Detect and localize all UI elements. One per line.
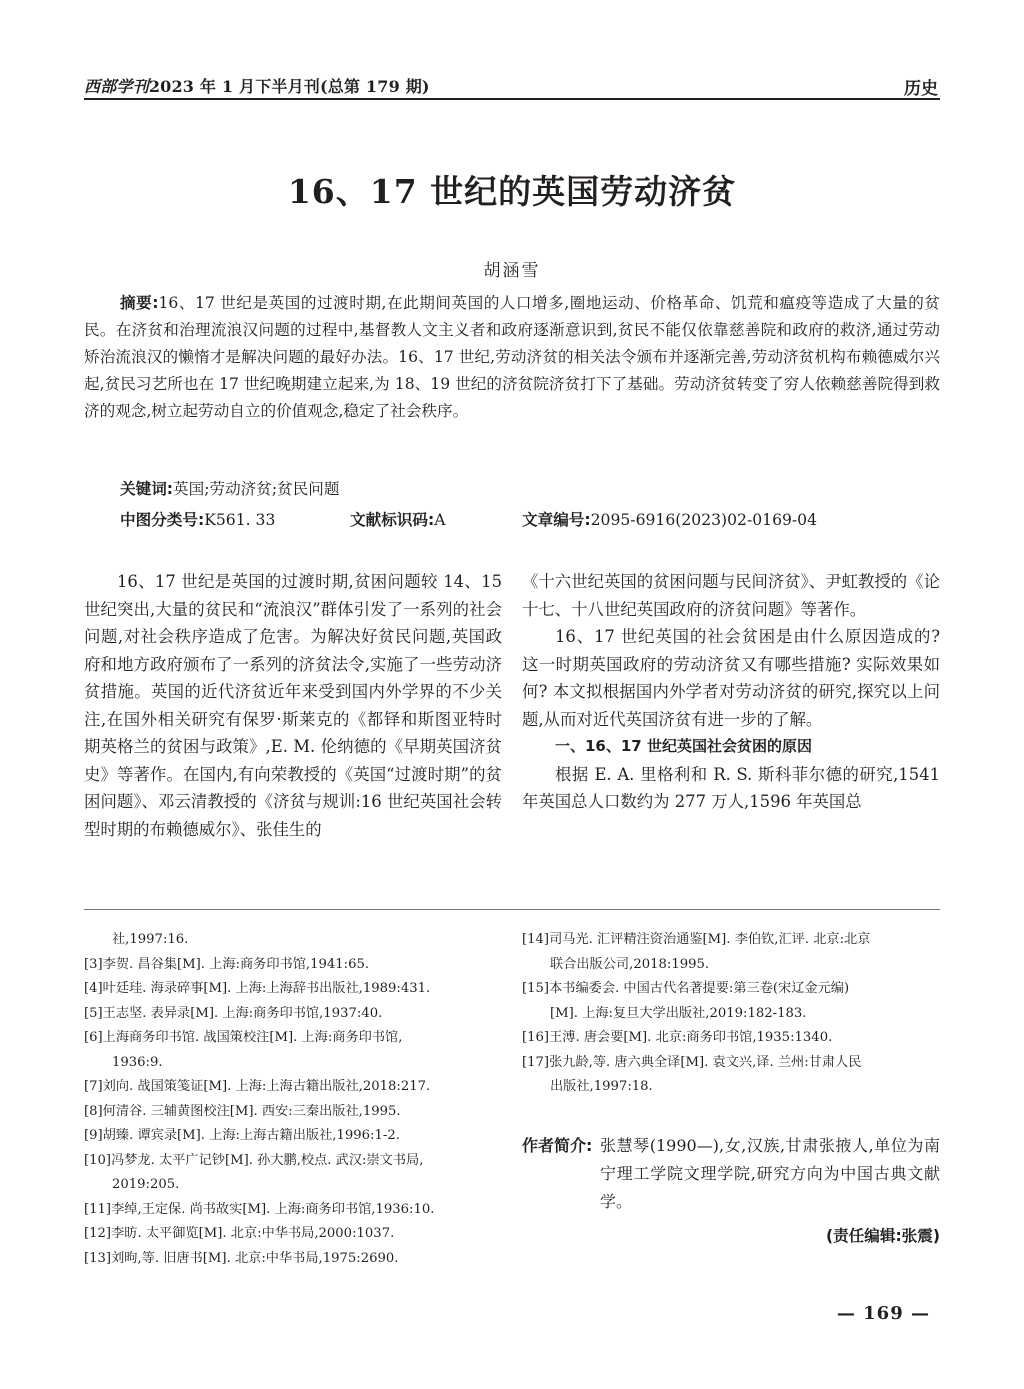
page-number: — 169 — bbox=[836, 1303, 930, 1324]
doc-code-field bbox=[350, 508, 445, 530]
reference-item: [14]司马光. 汇评精注资治通鉴[M]. 李伯钦,汇评. 北京:北京 bbox=[522, 932, 871, 947]
body-paragraph: 16、17 世纪是英国的过渡时期,贫困问题较 14、15 世纪突出,大量的贫民和“流浪汉”群体引发了一系列的社会问题,对社会秩序造成了危害。为解决好贫民问题,英国政府和地方政府颁布了一系列的济贫法令,实施了一些劳动济贫措施。英国的近代济贫近年来受到国内外学界的不少关注,在国外相关研究有保罗·斯莱克的《都铎和斯图亚特时期英格兰的贫困与政策》,E. M. 伦纳德的《早期英国济贫史》等著作。在国内,有向荣教授的《英国“过渡时期”的贫困问题》、邓云清教授的《济贫与规训:16 世纪英国社会转型时期的布赖德威尔》、张佳生的 bbox=[84, 572, 502, 839]
article-title: 16、17 世纪的英国劳动济贫 bbox=[287, 172, 737, 211]
reference-item: [16]王溥. 唐会要[M]. 北京:商务印书馆,1935:1340. bbox=[522, 1030, 833, 1045]
body-paragraph: 《十六世纪英国的贫困问题与民间济贫》、尹虹教授的《论十七、十八世纪英国政府的济贫问题》等著作。 bbox=[522, 572, 940, 619]
section-name: 历史 bbox=[904, 79, 938, 99]
keywords-label: 关键词: bbox=[120, 480, 174, 498]
classification-row bbox=[120, 508, 940, 534]
doc-code-label: 文献标识码: bbox=[350, 511, 435, 529]
journal-issue bbox=[84, 74, 430, 97]
running-header bbox=[84, 72, 940, 98]
section-heading: 一、16、17 世纪英国社会贫困的原因 bbox=[555, 737, 812, 755]
abstract-text: 16、17 世纪是英国的过渡时期,在此期间英国的人口增多,圈地运动、价格革命、饥荒和瘟疫等造成了大量的贫民。在济贫和治理流浪汉问题的过程中,基督教人文主义者和政府逐渐意识到,贫民不能仅依靠慈善院和政府的救济,通过劳动矫治流浪汉的懒惰才是解决问题的最好办法。16、17 世纪,劳动济贫的相关法令颁布并逐渐完善,劳动济贫机构布赖德威尔兴起,贫民习艺所也在 17 世纪晚期建立起来,为 18、19 世纪的济贫院济贫打下了基础。劳动济贫转变了穷人依赖慈善院得到救济的观念,树立起劳动自立的价值观念,稳定了社会秩序。 bbox=[84, 294, 940, 420]
clc-value: K561. 33 bbox=[204, 511, 276, 529]
issue-info: 2023 年 1 月下半月刊(总第 179 期) bbox=[148, 77, 430, 96]
reference-item: 社,1997:16. bbox=[112, 932, 189, 947]
body-paragraph: 根据 E. A. 里格利和 R. S. 斯科菲尔德的研究,1541 年英国总人口数约为 277 万人,1596 年英国总 bbox=[522, 764, 940, 811]
reference-item-cont: 出版社,1997:18. bbox=[550, 1079, 653, 1094]
header-divider bbox=[84, 98, 940, 100]
article-no-field bbox=[522, 508, 817, 530]
article-author: 胡涵雪 bbox=[483, 261, 541, 281]
bio-text: 张慧琴(1990—),女,汉族,甘肃张掖人,单位为南宁理工学院文理学院,研究方向为中国古典文献学。 bbox=[600, 1136, 940, 1211]
body-column-right bbox=[522, 568, 940, 816]
reference-item: [12]李昉. 太平御览[M]. 北京:中华书局,2000:1037. bbox=[84, 1226, 395, 1241]
reference-item-cont: 1936:9. bbox=[112, 1054, 163, 1070]
reference-item: [15]本书编委会. 中国古代名著提要:第三卷(宋辽金元编) bbox=[522, 981, 850, 996]
body-column-left bbox=[84, 568, 502, 843]
reference-item-cont: 联合出版公司,2018:1995. bbox=[550, 956, 710, 972]
responsible-editor: (责任编辑:张震) bbox=[825, 1227, 940, 1245]
abstract bbox=[84, 290, 940, 425]
references-left bbox=[84, 928, 506, 1271]
reference-item: [10]冯梦龙. 太平广记钞[M]. 孙大鹏,校点. 武汉:崇文书局, bbox=[84, 1152, 424, 1168]
reference-item: [6]上海商务印书馆. 战国策校注[M]. 上海:商务印书馆, bbox=[84, 1030, 403, 1045]
clc-label: 中图分类号: bbox=[120, 511, 205, 529]
reference-item: [13]刘昫,等. 旧唐书[M]. 北京:中华书局,1975:2690. bbox=[84, 1250, 399, 1266]
clc-field bbox=[120, 508, 275, 530]
reference-item: [9]胡臻. 谭宾录[M]. 上海:上海古籍出版社,1996:1-2. bbox=[84, 1128, 400, 1143]
reference-item: [17]张九龄,等. 唐六典全译[M]. 袁文兴,译. 兰州:甘肃人民 bbox=[522, 1054, 862, 1070]
reference-item-cont: [M]. 上海:复旦大学出版社,2019:182-183. bbox=[550, 1005, 807, 1021]
doc-code-value: A bbox=[434, 511, 446, 529]
author-bio bbox=[522, 1132, 940, 1216]
reference-item-cont: 2019:205. bbox=[112, 1177, 180, 1192]
references-divider bbox=[84, 909, 940, 910]
article-no-value: 2095-6916(2023)02-0169-04 bbox=[590, 511, 818, 529]
journal-logo: 西部学刊 bbox=[84, 77, 149, 96]
body-paragraph: 16、17 世纪英国的社会贫困是由什么原因造成的? 这一时期英国政府的劳动济贫又有哪些措施? 实际效果如何? 本文拟根据国内外学者对劳动济贫的研究,探究以上问题,从而对近代英国济贫有进一步的了解。 bbox=[522, 627, 940, 729]
references-right bbox=[522, 928, 944, 1100]
reference-item: [11]李绰,王定保. 尚书故实[M]. 上海:商务印书馆,1936:10. bbox=[84, 1201, 435, 1217]
reference-item: [3]李贺. 昌谷集[M]. 上海:商务印书馆,1941:65. bbox=[84, 956, 370, 972]
reference-item: [7]刘向. 战国策笺证[M]. 上海:上海古籍出版社,2018:217. bbox=[84, 1079, 431, 1094]
bio-label: 作者简介: bbox=[522, 1136, 593, 1155]
reference-item: [5]王志坚. 表异录[M]. 上海:商务印书馆,1937:40. bbox=[84, 1005, 383, 1021]
article-no-label: 文章编号: bbox=[522, 511, 591, 529]
reference-item: [4]叶廷珪. 海录碎事[M]. 上海:上海辞书出版社,1989:431. bbox=[84, 981, 431, 996]
reference-item: [8]何清谷. 三辅黄图校注[M]. 西安:三秦出版社,1995. bbox=[84, 1103, 401, 1119]
abstract-label: 摘要: bbox=[120, 294, 159, 312]
keywords bbox=[120, 477, 339, 499]
keywords-text: 英国;劳动济贫;贫民问题 bbox=[173, 480, 340, 498]
